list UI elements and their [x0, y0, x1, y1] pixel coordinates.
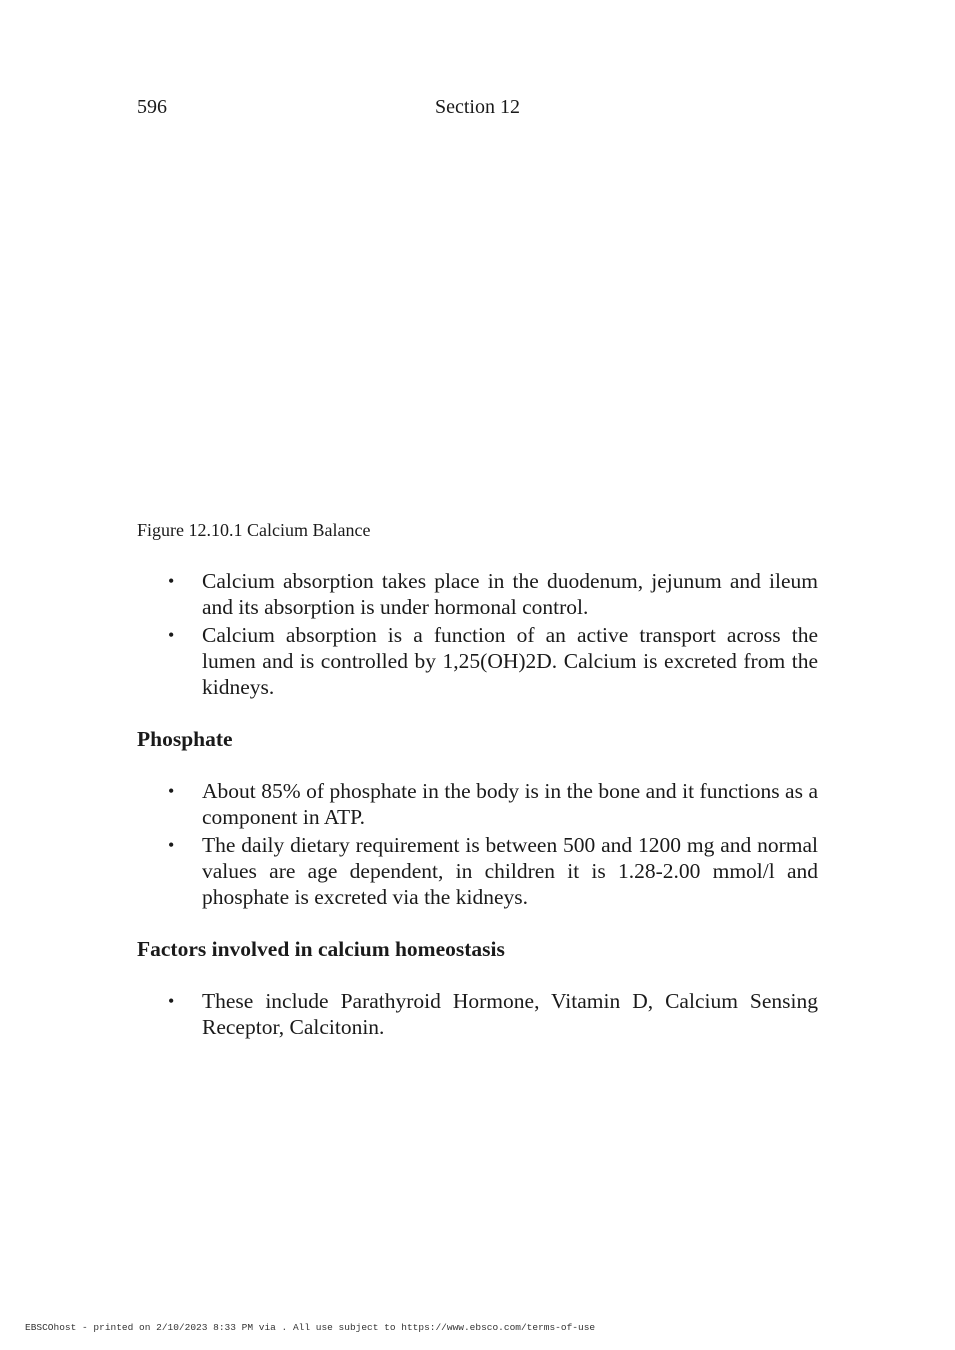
list-item — [137, 832, 818, 910]
bullet-text: Calcium absorption takes place in the duodenum, jejunum and ileum and its absorption is under hormonal control. — [202, 569, 818, 619]
calcium-bullet-list — [137, 568, 818, 700]
bullet-icon: • — [168, 625, 175, 645]
bullet-text: Calcium absorption is a function of an active transport across the lumen and is controlled by 1,25(OH)2D. Calcium is excreted from the kidneys. — [202, 623, 818, 699]
bullet-text: The daily dietary requirement is between 500 and 1200 mg and normal values are age dependent, in children it is 1.28-2.00 mmol/l and phosphate is excreted via the kidneys. — [202, 833, 818, 909]
bullet-icon: • — [168, 571, 175, 591]
print-footer: EBSCOhost - printed on 2/10/2023 8:33 PM via . All use subject to https://www.ebsco.com/terms-of-use — [25, 1322, 596, 1333]
list-item — [137, 568, 818, 620]
bullet-icon: • — [168, 991, 175, 1011]
homeostasis-bullet-list — [137, 988, 818, 1040]
list-item — [137, 988, 818, 1040]
page-number: 596 — [137, 96, 167, 118]
homeostasis-heading: Factors involved in calcium homeostasis — [137, 937, 505, 961]
list-item — [137, 778, 818, 830]
phosphate-bullet-list — [137, 778, 818, 910]
figure-caption: Figure 12.10.1 Calcium Balance — [137, 520, 371, 540]
bullet-icon: • — [168, 835, 175, 855]
bullet-icon: • — [168, 781, 175, 801]
bullet-text: These include Parathyroid Hormone, Vitamin D, Calcium Sensing Receptor, Calcitonin. — [202, 989, 818, 1039]
phosphate-heading: Phosphate — [137, 727, 233, 751]
list-item — [137, 622, 818, 700]
bullet-text: About 85% of phosphate in the body is in the bone and it functions as a component in ATP. — [202, 779, 818, 829]
running-head: Section 12 — [435, 96, 520, 118]
page-body — [137, 518, 818, 1042]
